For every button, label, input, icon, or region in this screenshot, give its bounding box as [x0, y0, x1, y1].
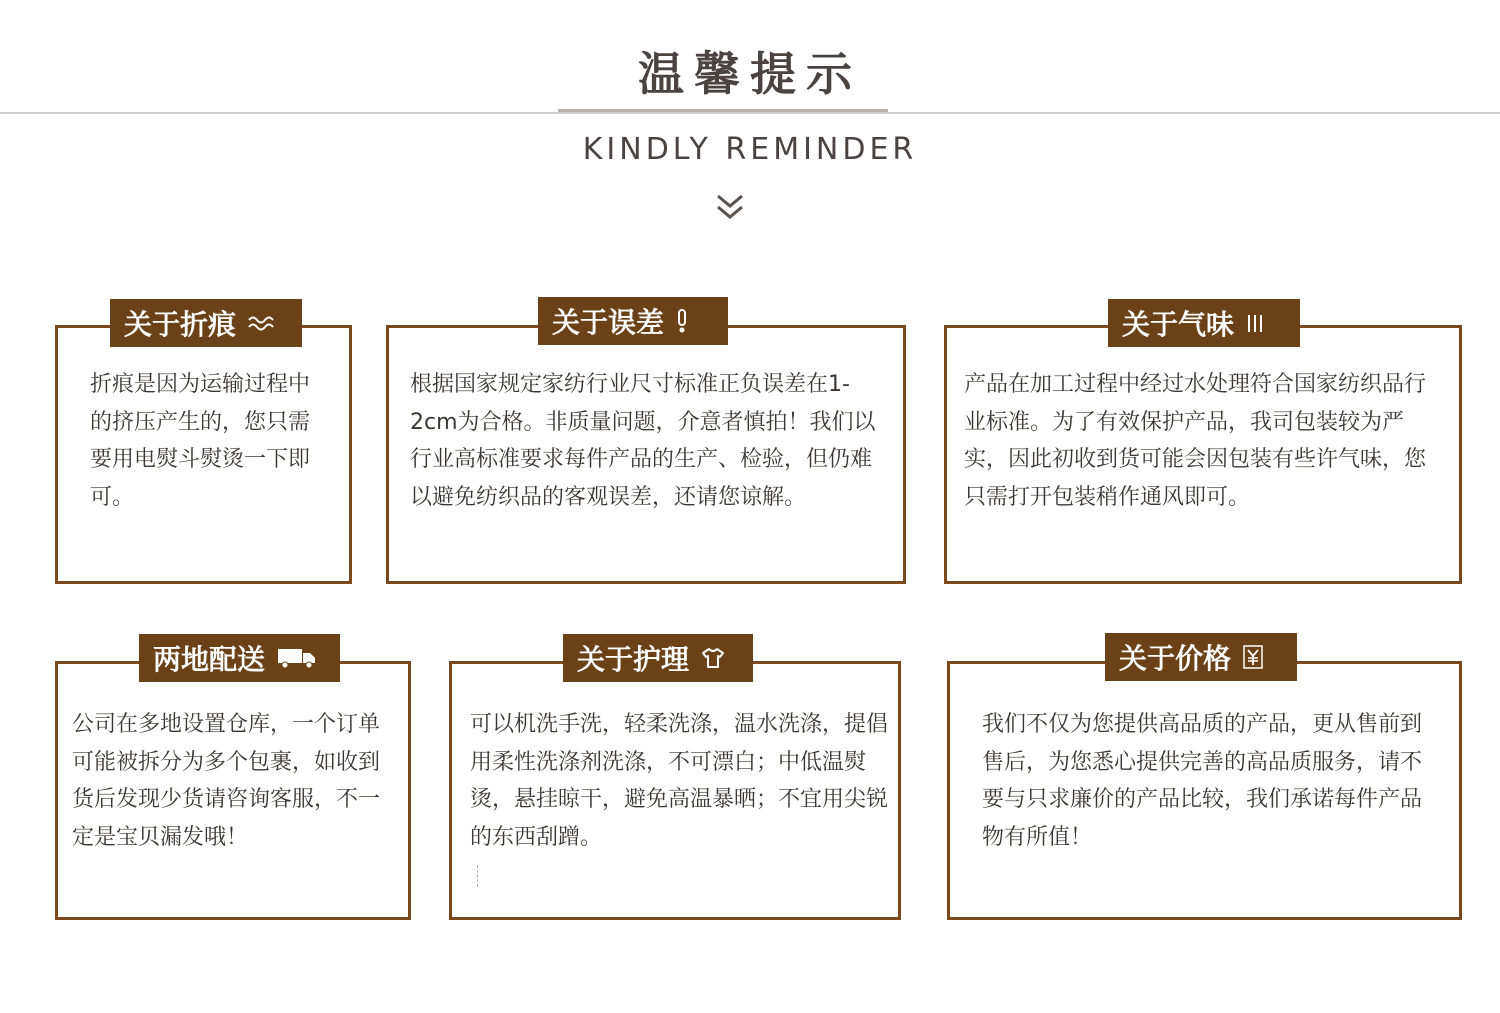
card-delivery-label: 两地配送 — [153, 643, 266, 676]
card-care-text: 可以机洗手洗，轻柔洗涤，温水洗涤，提倡用柔性洗涤剂洗涤，不可漂白；中低温熨烫，悬挂晾干，避免高温暴晒；不宜用尖锐的东西刮蹭。 — [470, 712, 889, 850]
card-delivery-tag — [139, 634, 340, 682]
exclamation-icon — [676, 308, 688, 334]
wave-icon — [248, 314, 274, 332]
card-price-tag — [1105, 633, 1297, 681]
card-tolerance-text: 根据国家规定家纺行业尺寸标准正负误差在1-2cm为合格。非质量问题，介意者慎拍！我们以行业高标准要求每件产品的生产、检验，但仍难以避免纺织品的客观误差，还请您谅解。 — [410, 372, 876, 510]
card-tolerance-label: 关于误差 — [552, 306, 665, 339]
double-chevron-down-icon — [714, 192, 746, 222]
card-delivery-text: 公司在多地设置仓库，一个订单可能被拆分为多个包裹，如收到货后发现少货请咨询客服，不一定是宝贝漏发哦！ — [72, 712, 381, 850]
card-tolerance-tag — [538, 297, 728, 345]
truck-icon — [277, 647, 317, 669]
header-divider — [0, 112, 1500, 114]
page-title: 温馨提示 — [638, 47, 862, 101]
yen-icon — [1243, 645, 1263, 669]
header-divider-accent — [558, 109, 888, 112]
card-crease-tag — [110, 299, 302, 347]
card-odor-label: 关于气味 — [1122, 308, 1235, 341]
card-price-label: 关于价格 — [1119, 642, 1232, 675]
page-subtitle: KINDLY REMINDER — [582, 132, 918, 167]
text-cursor-mark — [477, 865, 478, 887]
card-crease-label: 关于折痕 — [124, 308, 237, 341]
shirt-icon — [701, 647, 725, 669]
bars-icon — [1246, 312, 1264, 334]
card-crease-text: 折痕是因为运输过程中的挤压产生的，您只需要用电熨斗熨烫一下即可。 — [90, 372, 311, 510]
card-odor-tag — [1108, 299, 1300, 347]
card-odor-text: 产品在加工过程中经过水处理符合国家纺织品行业标准。为了有效保护产品，我司包装较为严实，因此初收到货可能会因包装有些许气味，您只需打开包装稍作通风即可。 — [964, 372, 1427, 510]
card-care-label: 关于护理 — [577, 643, 690, 676]
card-price-text: 我们不仅为您提供高品质的产品，更从售前到售后，为您悉心提供完善的高品质服务，请不要与只求廉价的产品比较，我们承诺每件产品物有所值！ — [982, 712, 1423, 850]
card-care-tag — [563, 634, 753, 682]
